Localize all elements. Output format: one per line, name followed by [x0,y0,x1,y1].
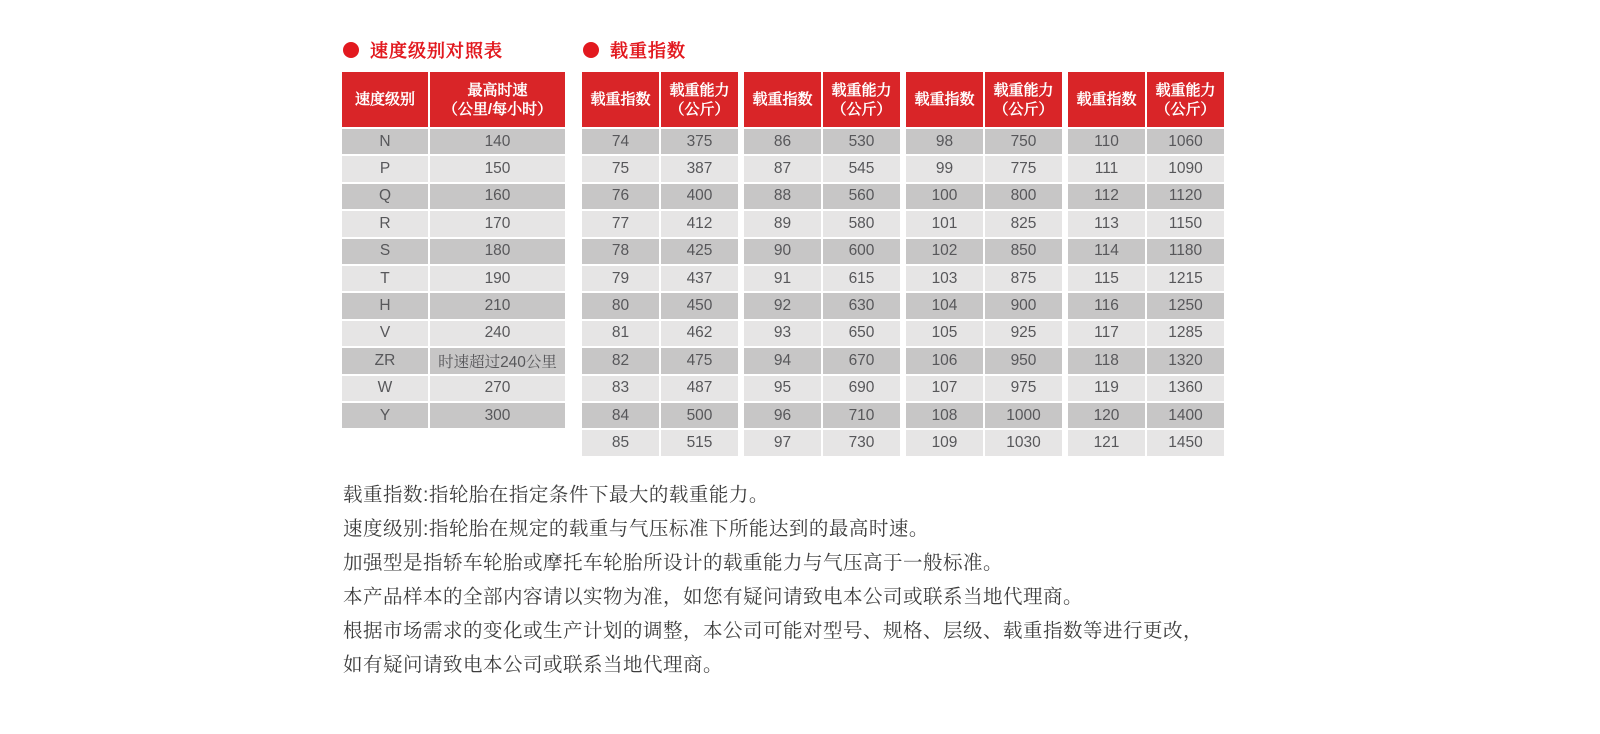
load-row-group [906,266,1062,291]
load-index-cell: 100 [906,184,983,209]
speed-rating-header-label: 速度级别 [354,91,415,108]
speed-rating-cell: V [342,321,428,346]
max-speed-cell: 150 [430,156,565,181]
load-row-group [582,293,738,318]
load-row-group [1068,266,1224,291]
table-row [582,376,1224,401]
table-row [582,129,1224,154]
load-capacity-cell: 925 [985,321,1062,346]
load-row-group [1068,293,1224,318]
max-speed-cell: 时速超过240公里 [430,348,565,373]
load-index-header-label: 载重指数 [752,91,813,108]
load-row-group [1068,348,1224,373]
load-row-group [582,321,738,346]
load-capacity-header-cell [1147,72,1224,127]
load-index-header-label: 载重指数 [914,91,975,108]
load-index-cell: 99 [906,156,983,181]
max-speed-cell: 160 [430,184,565,209]
load-index-cell: 106 [906,348,983,373]
load-capacity-cell: 800 [985,184,1062,209]
load-row-group [744,129,900,154]
load-row-group [906,156,1062,181]
load-capacity-cell: 730 [823,430,900,455]
load-row-group [1068,403,1224,428]
load-capacity-header-line1: 载重能力 [993,81,1054,99]
load-index-cell: 75 [582,156,659,181]
load-index-cell: 78 [582,239,659,264]
load-capacity-cell: 515 [661,430,738,455]
load-capacity-cell: 530 [823,129,900,154]
load-capacity-header-line1: 载重能力 [1155,81,1216,99]
speed-rating-cell: H [342,293,428,318]
max-speed-cell: 240 [430,321,565,346]
load-capacity-cell: 670 [823,348,900,373]
note-line: 如有疑问请致电本公司或联系当地代理商。 [343,654,724,676]
load-row-group [1068,239,1224,264]
speed-table-header-row [342,72,565,127]
load-capacity-cell: 487 [661,376,738,401]
load-capacity-cell: 1150 [1147,211,1224,236]
load-capacity-cell: 710 [823,403,900,428]
load-capacity-cell: 1450 [1147,430,1224,455]
load-index-cell: 115 [1068,266,1145,291]
table-row [342,266,565,291]
load-row-group [744,156,900,181]
table-row [342,348,565,373]
load-capacity-cell: 775 [985,156,1062,181]
red-bullet-icon [583,42,599,58]
load-index-cell: 82 [582,348,659,373]
note-line: 加强型是指轿车轮胎或摩托车轮胎所设计的载重能力与气压高于一般标准。 [343,552,1004,574]
load-capacity-cell: 900 [985,293,1062,318]
max-speed-header-line1: 最高时速 [467,81,528,99]
load-row-group [1068,321,1224,346]
load-capacity-cell: 850 [985,239,1062,264]
speed-rating-cell: P [342,156,428,181]
load-row-group [582,156,738,181]
load-capacity-cell: 1000 [985,403,1062,428]
load-capacity-cell: 1120 [1147,184,1224,209]
load-index-cell: 95 [744,376,821,401]
load-index-header-cell [1068,72,1145,127]
load-row-group [1068,430,1224,455]
table-row [342,211,565,236]
note-line: 本产品样本的全部内容请以实物为准，如您有疑问请致电本公司或联系当地代理商。 [343,586,1084,608]
load-row-group [1068,184,1224,209]
load-row-group [906,293,1062,318]
load-header-group [582,72,738,127]
load-row-group [582,430,738,455]
load-row-group [582,211,738,236]
note-line: 载重指数:指轮胎在指定条件下最大的载重能力。 [343,484,769,506]
load-table-header-row [582,72,1224,127]
load-row-group [1068,211,1224,236]
load-index-cell: 105 [906,321,983,346]
load-capacity-cell: 1285 [1147,321,1224,346]
load-capacity-cell: 560 [823,184,900,209]
load-index-cell: 87 [744,156,821,181]
table-row [342,156,565,181]
load-index-cell: 85 [582,430,659,455]
load-capacity-cell: 650 [823,321,900,346]
load-index-cell: 118 [1068,348,1145,373]
load-index-cell: 120 [1068,403,1145,428]
load-capacity-cell: 475 [661,348,738,373]
load-capacity-header-cell [661,72,738,127]
table-row [342,376,565,401]
load-row-group [744,430,900,455]
load-row-group [1068,156,1224,181]
max-speed-cell: 270 [430,376,565,401]
load-index-cell: 94 [744,348,821,373]
load-index-cell: 89 [744,211,821,236]
load-row-group [582,266,738,291]
speed-rating-cell: W [342,376,428,401]
load-capacity-cell: 437 [661,266,738,291]
load-capacity-cell: 615 [823,266,900,291]
table-row [342,293,565,318]
speed-rating-cell: Y [342,403,428,428]
load-index-cell: 117 [1068,321,1145,346]
load-index-cell: 86 [744,129,821,154]
load-capacity-cell: 630 [823,293,900,318]
load-row-group [744,348,900,373]
max-speed-cell: 300 [430,403,565,428]
load-capacity-cell: 1360 [1147,376,1224,401]
load-capacity-cell: 580 [823,211,900,236]
load-capacity-cell: 1060 [1147,129,1224,154]
load-index-cell: 84 [582,403,659,428]
load-capacity-cell: 875 [985,266,1062,291]
load-index-cell: 107 [906,376,983,401]
load-index-cell: 112 [1068,184,1145,209]
load-index-cell: 91 [744,266,821,291]
load-capacity-header-line1: 载重能力 [831,81,892,99]
load-row-group [744,239,900,264]
load-index-cell: 113 [1068,211,1145,236]
load-capacity-cell: 975 [985,376,1062,401]
load-row-group [582,376,738,401]
table-row [582,348,1224,373]
load-capacity-cell: 1030 [985,430,1062,455]
load-row-group [744,403,900,428]
table-row [582,321,1224,346]
max-speed-header-line2: （公里/每小时） [442,100,553,118]
load-index-cell: 108 [906,403,983,428]
speed-rating-cell: S [342,239,428,264]
load-row-group [744,266,900,291]
load-row-group [906,321,1062,346]
load-capacity-cell: 1320 [1147,348,1224,373]
load-index-header-cell [744,72,821,127]
load-index-cell: 80 [582,293,659,318]
load-capacity-header-line2: （公斤） [993,100,1054,118]
load-capacity-header-cell [985,72,1062,127]
load-capacity-cell: 1250 [1147,293,1224,318]
max-speed-cell: 140 [430,129,565,154]
load-capacity-cell: 950 [985,348,1062,373]
table-row [342,184,565,209]
load-capacity-header-line2: （公斤） [831,100,892,118]
load-table-title [583,39,686,61]
load-capacity-cell: 1090 [1147,156,1224,181]
load-header-group [1068,72,1224,127]
load-index-cell: 119 [1068,376,1145,401]
load-capacity-cell: 412 [661,211,738,236]
load-index-cell: 114 [1068,239,1145,264]
load-index-header-label: 载重指数 [590,91,651,108]
load-index-cell: 74 [582,129,659,154]
load-index-cell: 90 [744,239,821,264]
load-index-cell: 76 [582,184,659,209]
load-index-cell: 103 [906,266,983,291]
load-index-cell: 109 [906,430,983,455]
load-capacity-cell: 500 [661,403,738,428]
load-capacity-header-cell [823,72,900,127]
load-index-header-cell [906,72,983,127]
load-row-group [582,403,738,428]
section-title-text: 速度级别对照表 [370,41,503,61]
table-row [342,129,565,154]
speed-rating-cell: N [342,129,428,154]
max-speed-cell: 180 [430,239,565,264]
load-row-group [744,321,900,346]
speed-rating-cell: Q [342,184,428,209]
table-row [582,211,1224,236]
speed-rating-cell: R [342,211,428,236]
table-row [582,430,1224,455]
speed-rating-cell: ZR [342,348,428,373]
table-row [342,321,565,346]
load-capacity-cell: 825 [985,211,1062,236]
load-index-cell: 98 [906,129,983,154]
red-bullet-icon [343,42,359,58]
load-row-group [906,239,1062,264]
load-index-cell: 77 [582,211,659,236]
load-capacity-cell: 1400 [1147,403,1224,428]
table-row [582,184,1224,209]
load-index-cell: 79 [582,266,659,291]
table-row [342,403,565,428]
load-capacity-cell: 400 [661,184,738,209]
load-header-group [744,72,900,127]
load-row-group [582,348,738,373]
load-capacity-cell: 1180 [1147,239,1224,264]
load-index-cell: 81 [582,321,659,346]
load-index-cell: 88 [744,184,821,209]
load-header-group [906,72,1062,127]
load-row-group [906,129,1062,154]
load-row-group [906,403,1062,428]
load-index-header-cell [582,72,659,127]
load-index-cell: 101 [906,211,983,236]
load-index-cell: 121 [1068,430,1145,455]
load-row-group [906,184,1062,209]
load-index-header-label: 载重指数 [1076,91,1137,108]
load-capacity-header-line2: （公斤） [669,100,730,118]
load-index-cell: 104 [906,293,983,318]
load-capacity-header-line2: （公斤） [1155,100,1216,118]
table-row [582,239,1224,264]
load-capacity-cell: 375 [661,129,738,154]
load-capacity-cell: 425 [661,239,738,264]
load-index-cell: 102 [906,239,983,264]
load-capacity-cell: 600 [823,239,900,264]
note-line: 速度级别:指轮胎在规定的载重与气压标准下所能达到的最高时速。 [343,518,929,540]
load-index-cell: 110 [1068,129,1145,154]
table-row [582,293,1224,318]
load-index-cell: 111 [1068,156,1145,181]
table-row [342,239,565,264]
speed-table-body [342,129,565,428]
speed-table-title [343,39,503,61]
load-capacity-cell: 387 [661,156,738,181]
max-speed-header-cell [430,72,565,127]
load-table [582,72,1224,458]
speed-rating-header-cell [342,72,428,127]
load-index-cell: 116 [1068,293,1145,318]
load-index-cell: 93 [744,321,821,346]
load-row-group [744,211,900,236]
load-index-cell: 92 [744,293,821,318]
load-row-group [906,211,1062,236]
speed-table [342,72,565,430]
load-row-group [1068,129,1224,154]
load-row-group [1068,376,1224,401]
max-speed-cell: 170 [430,211,565,236]
load-capacity-cell: 450 [661,293,738,318]
table-row [582,266,1224,291]
load-row-group [744,376,900,401]
load-row-group [906,376,1062,401]
load-row-group [582,239,738,264]
load-row-group [906,348,1062,373]
table-row [582,403,1224,428]
table-row [582,156,1224,181]
load-index-cell: 97 [744,430,821,455]
load-index-cell: 96 [744,403,821,428]
section-title-text: 载重指数 [610,41,686,61]
notes-section [343,478,1443,682]
speed-rating-cell: T [342,266,428,291]
load-row-group [744,184,900,209]
load-capacity-cell: 750 [985,129,1062,154]
load-capacity-cell: 1215 [1147,266,1224,291]
load-capacity-header-line1: 载重能力 [669,81,730,99]
note-line: 根据市场需求的变化或生产计划的调整，本公司可能对型号、规格、层级、载重指数等进行更改， [343,620,1204,642]
load-capacity-cell: 462 [661,321,738,346]
load-row-group [582,184,738,209]
load-row-group [582,129,738,154]
load-table-body [582,129,1224,456]
load-capacity-cell: 545 [823,156,900,181]
load-index-cell: 83 [582,376,659,401]
max-speed-cell: 190 [430,266,565,291]
load-row-group [744,293,900,318]
load-row-group [906,430,1062,455]
max-speed-cell: 210 [430,293,565,318]
load-capacity-cell: 690 [823,376,900,401]
